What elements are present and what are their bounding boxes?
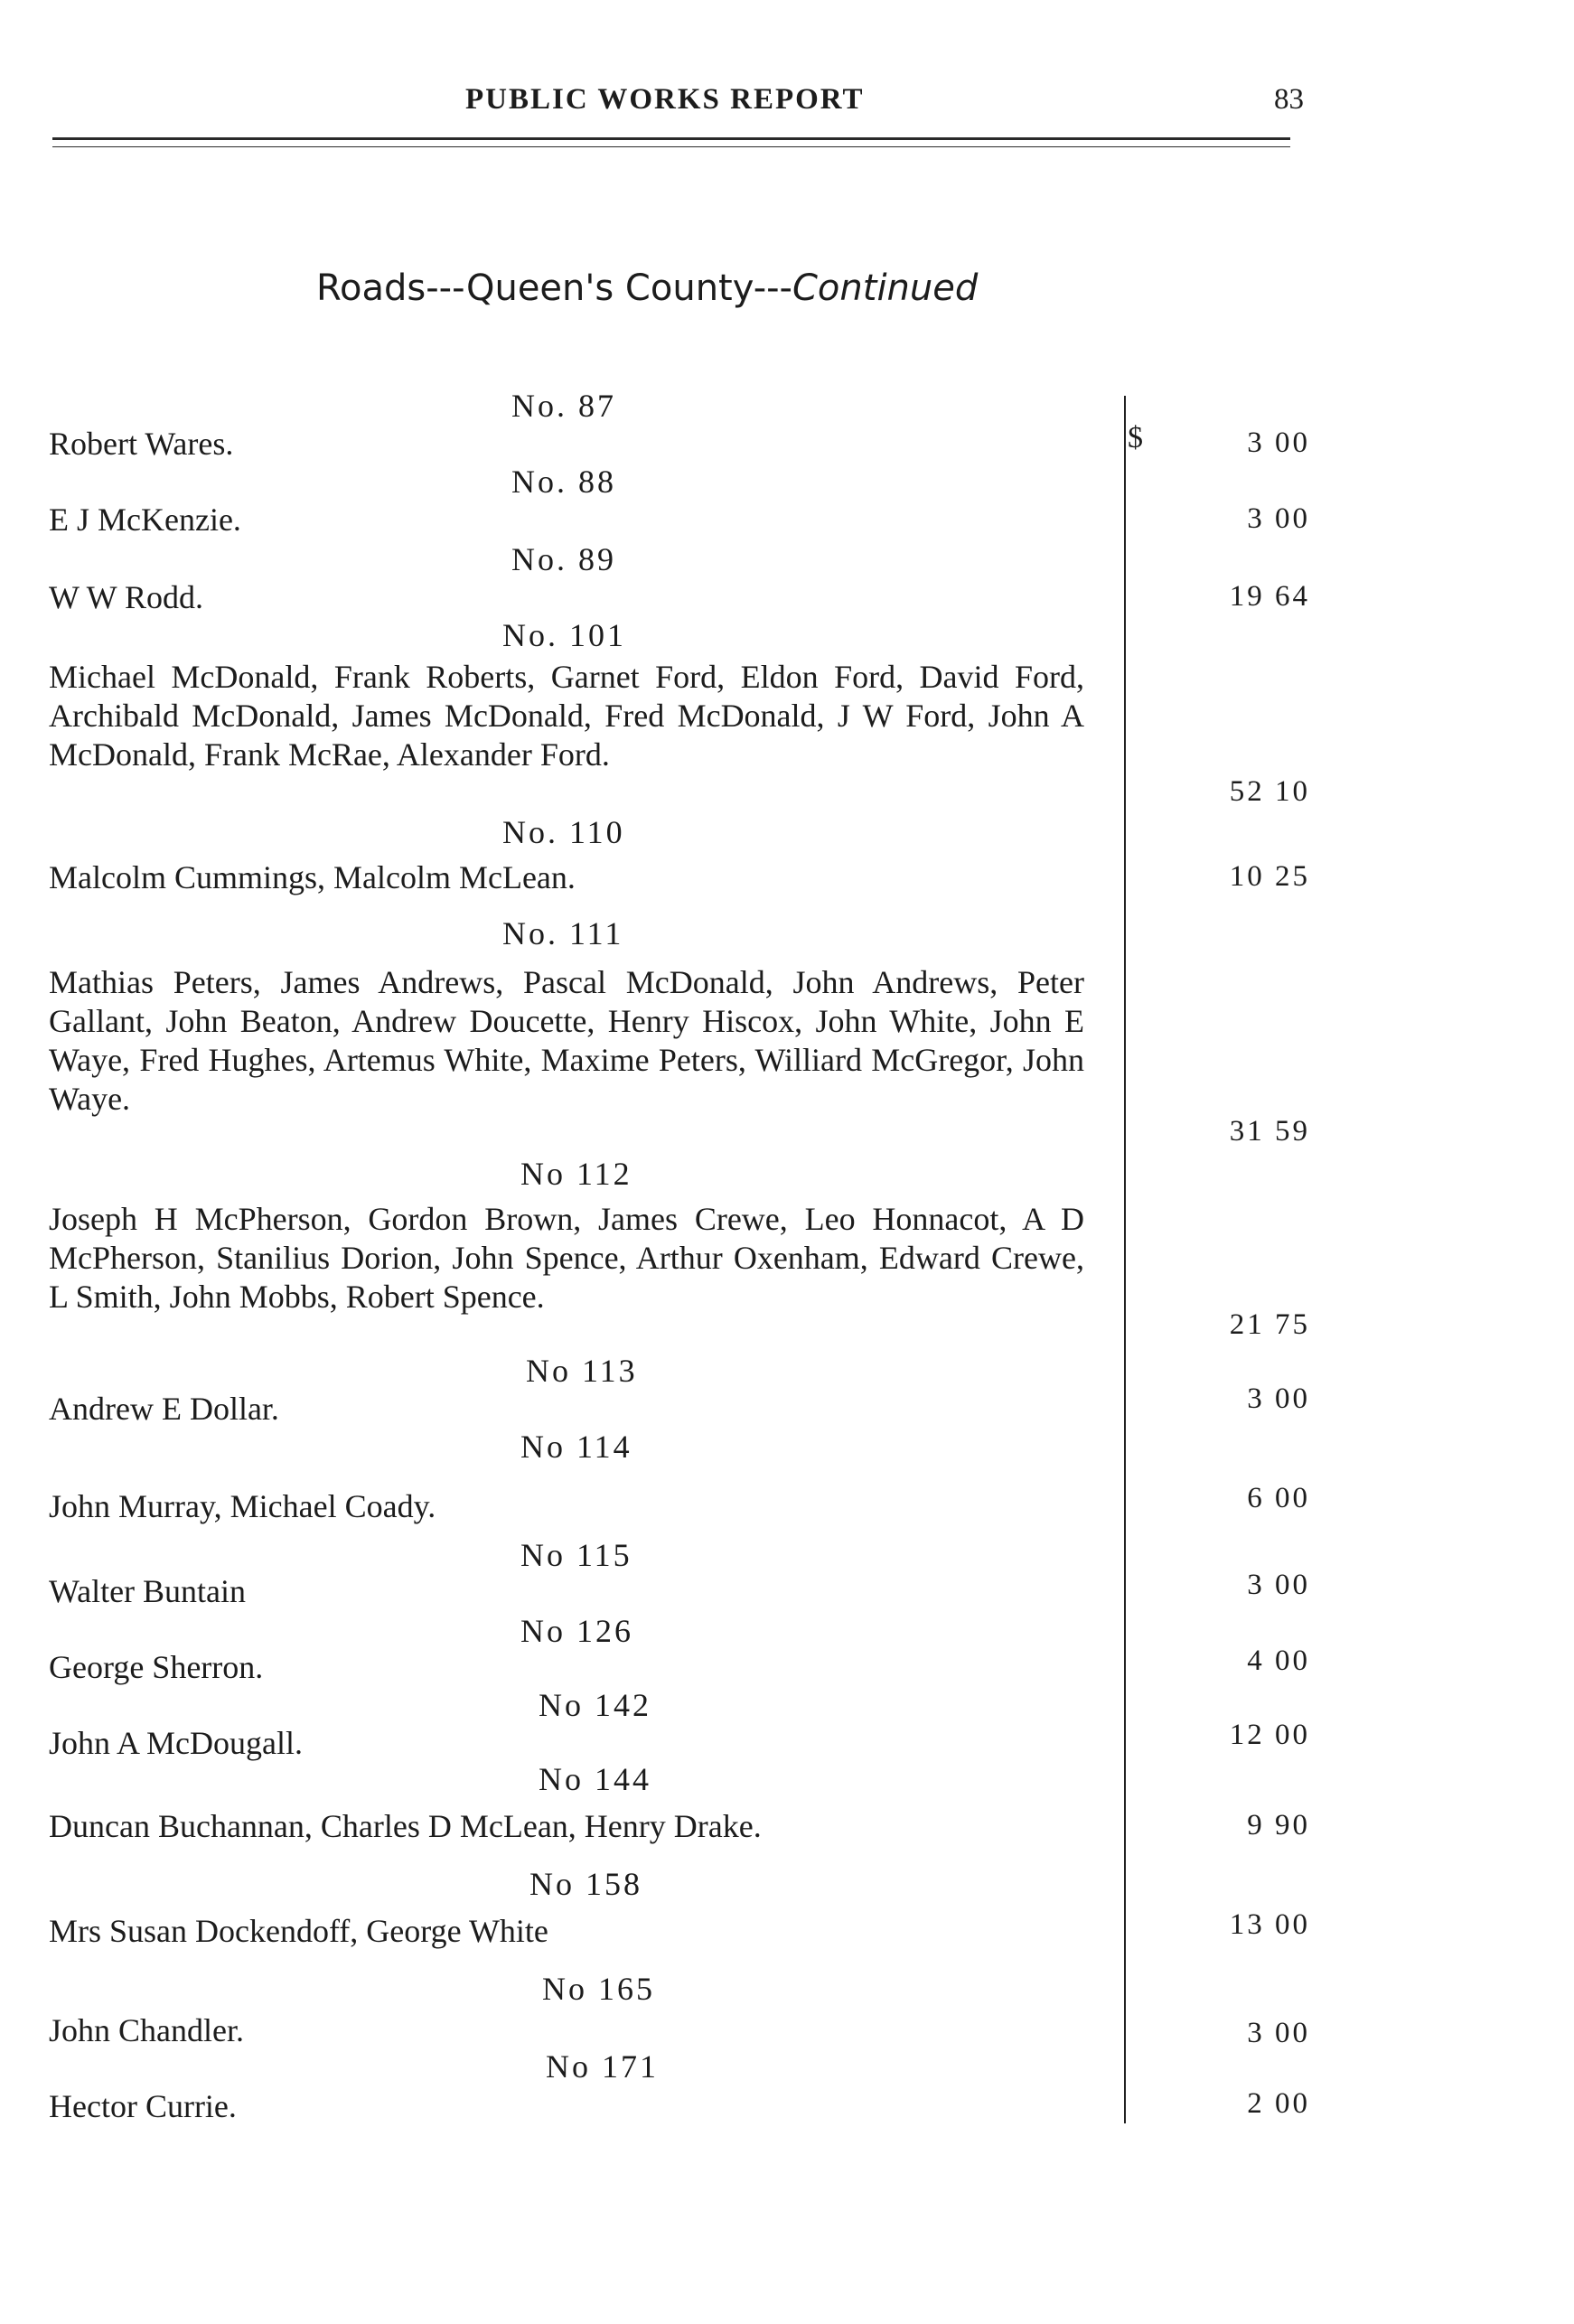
entry-names: Duncan Buchannan, Charles D McLean, Henry Drake.	[49, 1808, 762, 1844]
entry-amount: 2 00	[1247, 2087, 1310, 2120]
entry-amount: 12 00	[1229, 1719, 1310, 1751]
entry-names: John Chandler.	[49, 2012, 244, 2048]
entry-amount: 3 00	[1247, 502, 1310, 535]
road-number: No. 111	[502, 915, 624, 951]
entry-names: George Sherron.	[49, 1649, 264, 1685]
entry-names: John Murray, Michael Coady.	[49, 1488, 436, 1524]
road-number: No 158	[529, 1866, 642, 1902]
road-number: No 113	[526, 1353, 638, 1389]
road-number: No. 87	[511, 388, 616, 424]
entry-names: Joseph H McPherson, Gordon Brown, James Crewe, Leo Honnacot, A D McPherson, Stanilius Dorion, John Spence, Arthur Oxenham, Edward Crewe, L Smith, John Mobbs, Robert Spence.	[49, 1201, 1084, 1315]
road-number: No 165	[542, 1971, 655, 2007]
road-number: No 142	[539, 1687, 651, 1723]
entry-amount: 21 75	[1229, 1308, 1310, 1341]
entry-amount: 10 25	[1229, 860, 1310, 893]
entry-names: E J McKenzie.	[49, 501, 241, 538]
running-header-title: PUBLIC WORKS REPORT	[465, 83, 865, 116]
entry-names: Mrs Susan Dockendoff, George White	[49, 1913, 548, 1949]
entry-amount: 9 90	[1247, 1809, 1310, 1841]
road-number: No 144	[539, 1761, 651, 1797]
entry-amount: 3 00	[1247, 1382, 1310, 1415]
page-number: 83	[1274, 83, 1304, 116]
entry-names: Andrew E Dollar.	[49, 1391, 279, 1427]
road-number: No 115	[520, 1537, 632, 1573]
road-number: No. 88	[511, 464, 616, 500]
entry-names: Hector Currie.	[49, 2088, 237, 2124]
entry-amount: 6 00	[1247, 1482, 1310, 1514]
entry-amount: 3 00	[1247, 2017, 1310, 2049]
entry-names: Walter Buntain	[49, 1573, 247, 1609]
entry-amount: 3 00	[1247, 426, 1310, 459]
section-title	[316, 267, 978, 309]
entry-amount: 3 00	[1247, 1569, 1310, 1601]
section-title-continued: Continued	[792, 267, 979, 309]
header-rule-thin	[52, 146, 1290, 147]
entry-amount: 31 59	[1229, 1115, 1310, 1148]
header-rule-thick	[52, 137, 1290, 140]
entry-names: Mathias Peters, James Andrews, Pascal McDonald, John Andrews, Peter Gallant, John Beaton, Andrew Doucette, Henry Hiscox, John White, John E Waye, Fred Hughes, Artemus White, Maxime Peters, Williard McGregor, John Waye.	[49, 964, 1084, 1117]
road-number: No 126	[520, 1613, 633, 1649]
road-number: No. 89	[511, 541, 616, 577]
entry-names: Michael McDonald, Frank Roberts, Garnet Ford, Eldon Ford, David Ford, Archibald McDonald, James McDonald, Fred McDonald, J W Ford, John A McDonald, Frank McRae, Alexander Ford.	[49, 659, 1084, 773]
entry-amount: 19 64	[1229, 580, 1310, 613]
entry-amount: 13 00	[1229, 1908, 1310, 1941]
road-number: No 112	[520, 1156, 632, 1192]
entry-names: Malcolm Cummings, Malcolm McLean.	[49, 859, 576, 895]
road-number: No 114	[520, 1429, 632, 1465]
section-title-main: Roads---Queen's County---	[316, 267, 792, 309]
road-number: No. 110	[502, 814, 625, 850]
entry-names: Robert Wares.	[49, 426, 234, 462]
entry-amount: 4 00	[1247, 1645, 1310, 1677]
entry-amount: 52 10	[1229, 775, 1310, 808]
amount-column-rule	[1124, 396, 1126, 2123]
road-number: No. 101	[502, 617, 626, 653]
road-number: No 171	[546, 2048, 659, 2085]
dollar-sign: $	[1128, 421, 1143, 454]
entry-names: John A McDougall.	[49, 1725, 304, 1761]
entry-names: W W Rodd.	[49, 579, 204, 615]
